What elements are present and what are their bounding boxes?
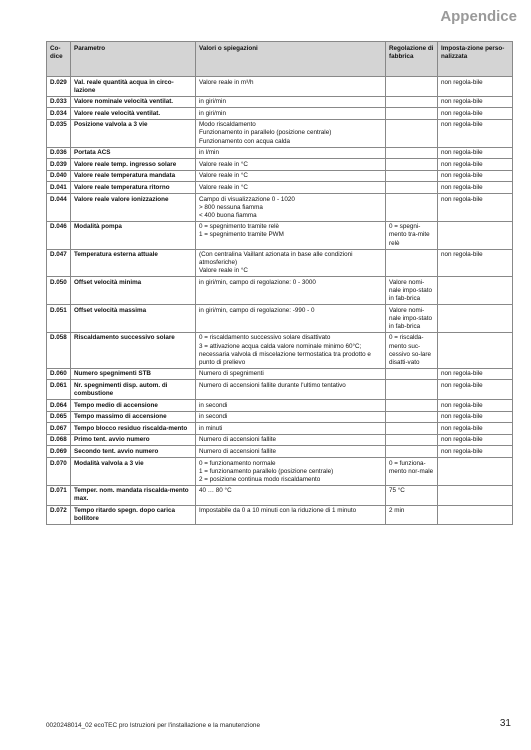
row-parameter: Valore reale temperatura mandata [71, 170, 196, 182]
row-code: D.040 [47, 170, 71, 182]
value-line: Impostabile da 0 a 10 minuti con la riduzione di 1 minuto [199, 507, 357, 515]
row-parameter: Nr. spegnimenti disp. autom. di combustione [71, 380, 196, 400]
value-line: > 800 nessuna fiamma [199, 203, 263, 211]
row-parameter: Portata ACS [71, 147, 196, 159]
row-factory-setting [386, 119, 438, 147]
value-line: < 400 buona fiamma [199, 211, 257, 219]
row-values [196, 411, 386, 423]
row-parameter: Valore reale temp. ingresso solare [71, 159, 196, 171]
row-custom-setting: non regola-bile [438, 77, 513, 97]
row-factory-setting [386, 400, 438, 412]
value-line: 1 = funzionamento parallelo (posizione centrale) [199, 467, 334, 475]
row-values [196, 194, 386, 222]
value-line: 40 … 80 °C [199, 487, 232, 495]
row-values [196, 77, 386, 97]
row-code: D.064 [47, 400, 71, 412]
row-code: D.035 [47, 119, 71, 147]
value-line: 0 = spegnimento tramite relè [199, 223, 279, 231]
row-code: D.069 [47, 446, 71, 458]
row-values [196, 147, 386, 159]
row-factory-setting [386, 170, 438, 182]
row-custom-setting [438, 332, 513, 368]
row-values [196, 368, 386, 380]
row-custom-setting: non regola-bile [438, 434, 513, 446]
row-custom-setting: non regola-bile [438, 108, 513, 120]
table-row [47, 147, 513, 159]
row-custom-setting: non regola-bile [438, 446, 513, 458]
row-factory-setting [386, 411, 438, 423]
row-parameter: Secondo tent. avvio numero [71, 446, 196, 458]
row-custom-setting: non regola-bile [438, 368, 513, 380]
row-custom-setting: non regola-bile [438, 159, 513, 171]
row-factory-setting [386, 368, 438, 380]
table-row [47, 108, 513, 120]
table-row [47, 170, 513, 182]
row-values [196, 182, 386, 194]
row-parameter: Primo tent. avvio numero [71, 434, 196, 446]
row-factory-setting [386, 108, 438, 120]
table-row [47, 77, 513, 97]
table-row [47, 221, 513, 249]
row-factory-setting [386, 380, 438, 400]
table-row [47, 194, 513, 222]
row-custom-setting [438, 485, 513, 505]
table-row [47, 505, 513, 525]
row-custom-setting [438, 458, 513, 486]
row-code: D.034 [47, 108, 71, 120]
row-code: D.067 [47, 423, 71, 435]
section-title: Appendice [440, 8, 517, 25]
row-code: D.072 [47, 505, 71, 525]
table-row [47, 119, 513, 147]
row-custom-setting [438, 305, 513, 333]
value-line: Valore reale in °C [199, 160, 248, 168]
row-code: D.029 [47, 77, 71, 97]
row-factory-setting [386, 159, 438, 171]
row-factory-setting: 0 = funziona-mento nor-male [386, 458, 438, 486]
diagnostic-codes-table-wrapper [46, 41, 512, 525]
row-code: D.033 [47, 96, 71, 108]
value-line: in giri/min, campo di regolazione: 0 - 3000 [199, 278, 316, 286]
row-custom-setting: non regola-bile [438, 249, 513, 277]
value-line: Funzionamento con acqua calda [199, 137, 291, 145]
value-line: (Con centralina Vaillant azionata in base alle condizioni atmosferiche) [199, 251, 353, 267]
header-parameter: Parametro [71, 42, 196, 77]
row-custom-setting [438, 277, 513, 305]
value-line: in l/min [199, 149, 219, 157]
row-values [196, 434, 386, 446]
row-parameter: Valore reale velocità ventilat. [71, 108, 196, 120]
row-values [196, 277, 386, 305]
row-factory-setting: 2 min [386, 505, 438, 525]
row-parameter: Offset velocità massima [71, 305, 196, 333]
value-line: 0 = funzionamento normale [199, 459, 276, 467]
row-custom-setting [438, 505, 513, 525]
row-custom-setting: non regola-bile [438, 96, 513, 108]
value-line: Campo di visualizzazione 0 - 1020 [199, 195, 295, 203]
row-parameter: Offset velocità minima [71, 277, 196, 305]
row-custom-setting [438, 221, 513, 249]
value-line: 1 = spegnimento tramite PWM [199, 231, 284, 239]
table-row [47, 277, 513, 305]
row-code: D.036 [47, 147, 71, 159]
value-line: 2 = posizione continua modo riscaldamento [199, 475, 321, 483]
row-factory-setting [386, 77, 438, 97]
row-custom-setting: non regola-bile [438, 400, 513, 412]
table-row [47, 411, 513, 423]
table-row [47, 182, 513, 194]
row-factory-setting [386, 147, 438, 159]
row-parameter: Posizione valvola a 3 vie [71, 119, 196, 147]
row-code: D.071 [47, 485, 71, 505]
row-values [196, 108, 386, 120]
row-parameter: Valore reale temperatura ritorno [71, 182, 196, 194]
table-row [47, 434, 513, 446]
row-code: D.050 [47, 277, 71, 305]
table-row [47, 368, 513, 380]
row-values [196, 400, 386, 412]
table-row [47, 423, 513, 435]
value-line: in giri/min, campo di regolazione: -990 - 0 [199, 306, 315, 314]
header-custom-setting: Imposta-zione perso-nalizzata [438, 42, 513, 77]
row-parameter: Valore reale valore ionizzazione [71, 194, 196, 222]
value-line: Valore reale in °C [199, 183, 248, 191]
row-custom-setting: non regola-bile [438, 194, 513, 222]
row-code: D.058 [47, 332, 71, 368]
row-values [196, 446, 386, 458]
row-code: D.068 [47, 434, 71, 446]
value-line: Valore reale in °C [199, 267, 248, 275]
value-line: in secondi [199, 413, 228, 421]
row-parameter: Temper. nom. mandata riscalda-mento max. [71, 485, 196, 505]
row-code: D.070 [47, 458, 71, 486]
diagnostic-codes-table [46, 41, 513, 525]
table-row [47, 332, 513, 368]
row-custom-setting: non regola-bile [438, 182, 513, 194]
value-line: in giri/min [199, 109, 226, 117]
row-factory-setting: Valore nomi-nale impo-stato in fab-brica [386, 277, 438, 305]
row-parameter: Tempo ritardo spegn. dopo carica bollitore [71, 505, 196, 525]
table-body [47, 77, 513, 525]
table-row [47, 400, 513, 412]
table-row [47, 485, 513, 505]
row-values [196, 159, 386, 171]
table-row [47, 305, 513, 333]
row-code: D.041 [47, 182, 71, 194]
row-values [196, 505, 386, 525]
value-line: Numero di accensioni fallite [199, 447, 276, 455]
row-factory-setting [386, 96, 438, 108]
row-custom-setting: non regola-bile [438, 380, 513, 400]
row-factory-setting: Valore nomi-nale impo-stato in fab-brica [386, 305, 438, 333]
row-values [196, 380, 386, 400]
row-code: D.051 [47, 305, 71, 333]
row-custom-setting: non regola-bile [438, 411, 513, 423]
row-custom-setting: non regola-bile [438, 423, 513, 435]
row-factory-setting: 0 = riscalda-mento suc-cessivo so-lare disatti-vato [386, 332, 438, 368]
row-values [196, 332, 386, 368]
row-custom-setting: non regola-bile [438, 147, 513, 159]
row-code: D.060 [47, 368, 71, 380]
value-line: Numero di accensioni fallite [199, 436, 276, 444]
row-parameter: Modalità valvola a 3 vie [71, 458, 196, 486]
table-row [47, 380, 513, 400]
table-row [47, 159, 513, 171]
row-parameter: Numero spegnimenti STB [71, 368, 196, 380]
row-values [196, 170, 386, 182]
page-number: 31 [499, 718, 511, 729]
row-code: D.065 [47, 411, 71, 423]
row-parameter: Temperatura esterna attuale [71, 249, 196, 277]
row-custom-setting: non regola-bile [438, 119, 513, 147]
row-values [196, 458, 386, 486]
row-parameter: Val. reale quantità acqua in circo-lazione [71, 77, 196, 97]
value-line: Numero di accensioni fallite durante l'ultimo tentativo [199, 381, 346, 389]
row-factory-setting [386, 194, 438, 222]
row-parameter: Tempo massimo di accensione [71, 411, 196, 423]
table-header-row [47, 42, 513, 77]
table-row [47, 458, 513, 486]
value-line: in secondi [199, 401, 228, 409]
table-row [47, 96, 513, 108]
value-line: Modo riscaldamento [199, 121, 256, 129]
row-parameter: Modalità pompa [71, 221, 196, 249]
row-factory-setting [386, 249, 438, 277]
table-row [47, 249, 513, 277]
value-line: Valore reale in m³/h [199, 78, 254, 86]
row-code: D.061 [47, 380, 71, 400]
row-values [196, 423, 386, 435]
value-line: 0 = riscaldamento successivo solare disattivato [199, 334, 331, 342]
row-values [196, 305, 386, 333]
row-code: D.046 [47, 221, 71, 249]
value-line: Funzionamento in parallelo (posizione centrale) [199, 129, 332, 137]
row-parameter: Riscaldamento successivo solare [71, 332, 196, 368]
footer-doc-reference: 0020248014_02 ecoTEC pro Istruzioni per l'installazione e la manutenzione [46, 722, 261, 729]
table-row [47, 446, 513, 458]
row-factory-setting [386, 182, 438, 194]
row-values [196, 249, 386, 277]
row-factory-setting: 0 = spegni-mento tra-mite relè [386, 221, 438, 249]
header-values: Valori o spiegazioni [196, 42, 386, 77]
value-line: Numero di spegnimenti [199, 370, 264, 378]
header-code: Co-dice [47, 42, 71, 77]
row-values [196, 485, 386, 505]
row-factory-setting [386, 423, 438, 435]
value-line: Valore reale in °C [199, 172, 248, 180]
value-line: in minuti [199, 424, 223, 432]
row-factory-setting: 75 °C [386, 485, 438, 505]
row-code: D.044 [47, 194, 71, 222]
value-line: in giri/min [199, 98, 226, 106]
value-line: 3 = attivazione acqua calda valore nominale minimo 60°C; necessaria valvola di miscelazione termostatica tra prodotto e punto di prelievo [199, 342, 371, 366]
header-factory-setting: Regolazione di fabbrica [386, 42, 438, 77]
row-values [196, 96, 386, 108]
row-code: D.047 [47, 249, 71, 277]
row-custom-setting: non regola-bile [438, 170, 513, 182]
row-parameter: Tempo medio di accensione [71, 400, 196, 412]
row-values [196, 221, 386, 249]
row-factory-setting [386, 434, 438, 446]
row-values [196, 119, 386, 147]
row-parameter: Tempo blocco residuo riscalda-mento [71, 423, 196, 435]
row-factory-setting [386, 446, 438, 458]
row-parameter: Valore nominale velocità ventilat. [71, 96, 196, 108]
row-code: D.039 [47, 159, 71, 171]
